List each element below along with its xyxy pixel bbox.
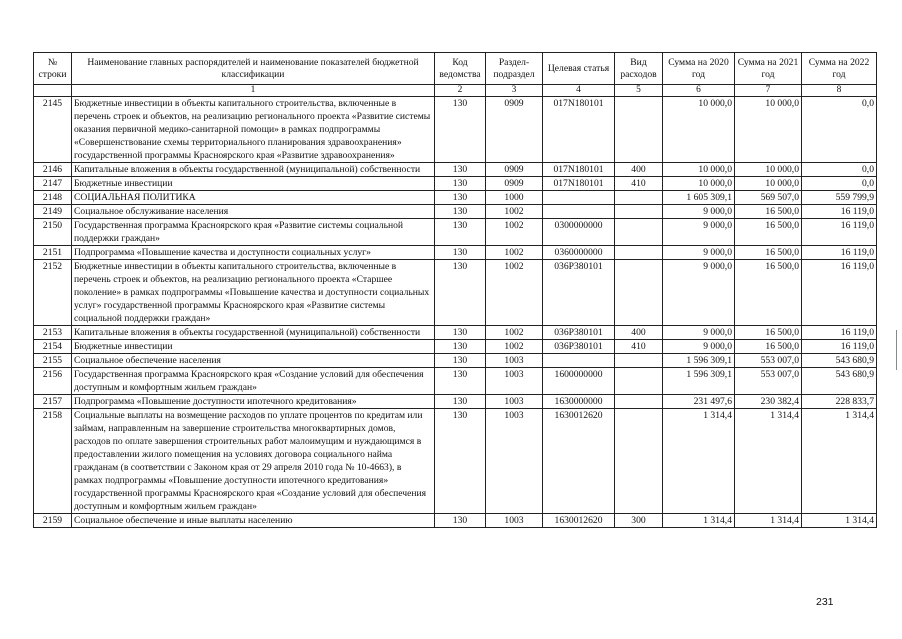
header-sum-2021: Сумма на 2021 год bbox=[735, 53, 802, 85]
column-number: 2 bbox=[435, 85, 486, 97]
row-sum-2022: 228 833,7 bbox=[802, 395, 877, 409]
row-expense-type: 410 bbox=[615, 177, 663, 191]
row-expense-type bbox=[615, 395, 663, 409]
row-expense-type: 410 bbox=[615, 340, 663, 354]
row-section: 1000 bbox=[486, 191, 543, 205]
row-dept-code: 130 bbox=[435, 260, 486, 326]
row-number: 2157 bbox=[34, 395, 72, 409]
table-row bbox=[34, 260, 877, 326]
row-name: Социальные выплаты на возмещение расходов по уплате процентов по кредитам или займам, направленным на завершение строительства многоквартирных домов, расходов по оплате завершения строительных работ малоимущим и нуждающимся в предоставлении жилого помещения на условиях договора социального найма гражданам (в соответствии с Законом края от 29 апреля 2010 года № 10-4663), в рамках подпрограммы «Повышение доступности ипотечного кредитования» государственной программы Красноярского края «Создание условий для обеспечения доступным и комфортным жильем граждан» bbox=[72, 409, 435, 514]
row-sum-2021: 16 500,0 bbox=[735, 340, 802, 354]
row-sum-2022: 559 799,9 bbox=[802, 191, 877, 205]
row-expense-type: 400 bbox=[615, 326, 663, 340]
row-dept-code: 130 bbox=[435, 191, 486, 205]
row-number: 2147 bbox=[34, 177, 72, 191]
header-sum-2022: Сумма на 2022 год bbox=[802, 53, 877, 85]
table-row bbox=[34, 177, 877, 191]
row-section: 1003 bbox=[486, 514, 543, 528]
row-expense-type: 300 bbox=[615, 514, 663, 528]
row-sum-2020: 9 000,0 bbox=[663, 340, 735, 354]
row-expense-type bbox=[615, 368, 663, 395]
row-number: 2150 bbox=[34, 219, 72, 246]
row-section: 1003 bbox=[486, 409, 543, 514]
row-number: 2153 bbox=[34, 326, 72, 340]
row-sum-2022: 0,0 bbox=[802, 97, 877, 163]
row-target: 0300000000 bbox=[543, 219, 615, 246]
scan-artifact bbox=[896, 330, 897, 370]
row-sum-2022: 16 119,0 bbox=[802, 219, 877, 246]
row-sum-2022: 16 119,0 bbox=[802, 205, 877, 219]
row-sum-2021: 10 000,0 bbox=[735, 97, 802, 163]
row-dept-code: 130 bbox=[435, 340, 486, 354]
row-sum-2020: 9 000,0 bbox=[663, 219, 735, 246]
row-target: 036P380101 bbox=[543, 340, 615, 354]
row-target bbox=[543, 354, 615, 368]
row-name: Бюджетные инвестиции bbox=[72, 177, 435, 191]
row-sum-2021: 16 500,0 bbox=[735, 326, 802, 340]
row-sum-2021: 230 382,4 bbox=[735, 395, 802, 409]
row-number: 2151 bbox=[34, 246, 72, 260]
row-sum-2020: 1 605 309,1 bbox=[663, 191, 735, 205]
table-row bbox=[34, 354, 877, 368]
row-sum-2022: 16 119,0 bbox=[802, 246, 877, 260]
row-dept-code: 130 bbox=[435, 409, 486, 514]
row-sum-2020: 10 000,0 bbox=[663, 97, 735, 163]
column-number: 8 bbox=[802, 85, 877, 97]
row-target: 036P380101 bbox=[543, 260, 615, 326]
row-section: 1002 bbox=[486, 326, 543, 340]
row-sum-2020: 9 000,0 bbox=[663, 246, 735, 260]
header-expense-type: Вид расходов bbox=[615, 53, 663, 85]
table-row bbox=[34, 163, 877, 177]
row-number: 2145 bbox=[34, 97, 72, 163]
row-sum-2020: 10 000,0 bbox=[663, 177, 735, 191]
row-sum-2022: 1 314,4 bbox=[802, 409, 877, 514]
row-dept-code: 130 bbox=[435, 163, 486, 177]
column-number bbox=[34, 85, 72, 97]
row-number: 2158 bbox=[34, 409, 72, 514]
row-name: Социальное обслуживание населения bbox=[72, 205, 435, 219]
row-section: 0909 bbox=[486, 163, 543, 177]
column-number: 1 bbox=[72, 85, 435, 97]
table-header-row bbox=[34, 53, 877, 85]
row-number: 2156 bbox=[34, 368, 72, 395]
row-section: 0909 bbox=[486, 97, 543, 163]
row-expense-type bbox=[615, 97, 663, 163]
row-number: 2152 bbox=[34, 260, 72, 326]
row-name: Бюджетные инвестиции в объекты капитального строительства, включенные в перечень строек и объектов, на реализацию регионального проекта «Старшее поколение» в рамках подпрограммы «Повышение качества и доступности социальных услуг» государственной программы Красноярского края «Развитие системы социальной поддержки граждан» bbox=[72, 260, 435, 326]
row-expense-type bbox=[615, 246, 663, 260]
row-target: 017N180101 bbox=[543, 163, 615, 177]
row-target: 017N180101 bbox=[543, 97, 615, 163]
row-sum-2022: 16 119,0 bbox=[802, 326, 877, 340]
row-name: Подпрограмма «Повышение качества и доступности социальных услуг» bbox=[72, 246, 435, 260]
row-sum-2022: 0,0 bbox=[802, 163, 877, 177]
row-section: 1002 bbox=[486, 246, 543, 260]
row-sum-2021: 10 000,0 bbox=[735, 163, 802, 177]
row-dept-code: 130 bbox=[435, 326, 486, 340]
row-number: 2159 bbox=[34, 514, 72, 528]
header-dept-code: Код ведомства bbox=[435, 53, 486, 85]
row-dept-code: 130 bbox=[435, 368, 486, 395]
row-sum-2021: 1 314,4 bbox=[735, 514, 802, 528]
row-sum-2022: 0,0 bbox=[802, 177, 877, 191]
row-name: Бюджетные инвестиции bbox=[72, 340, 435, 354]
budget-table bbox=[33, 52, 877, 528]
column-number: 4 bbox=[543, 85, 615, 97]
row-expense-type bbox=[615, 205, 663, 219]
row-target: 1630000000 bbox=[543, 395, 615, 409]
row-sum-2020: 1 596 309,1 bbox=[663, 368, 735, 395]
table-row bbox=[34, 409, 877, 514]
row-sum-2020: 1 596 309,1 bbox=[663, 354, 735, 368]
row-dept-code: 130 bbox=[435, 97, 486, 163]
row-sum-2021: 569 507,0 bbox=[735, 191, 802, 205]
table-body bbox=[34, 97, 877, 528]
row-dept-code: 130 bbox=[435, 514, 486, 528]
header-target: Целевая статья bbox=[543, 53, 615, 85]
row-sum-2022: 543 680,9 bbox=[802, 354, 877, 368]
column-number: 6 bbox=[663, 85, 735, 97]
page-number: 231 bbox=[816, 596, 834, 608]
row-name: Бюджетные инвестиции в объекты капитального строительства, включенные в перечень строек и объектов, на реализацию регионального проекта «Развитие системы оказания первичной медико-санитарной помощи» в рамках подпрограммы «Совершенствование схемы территориального планирования здравоохранения» государственной программы Красноярского края «Развитие здравоохранения» bbox=[72, 97, 435, 163]
row-section: 1002 bbox=[486, 340, 543, 354]
header-sum-2020: Сумма на 2020 год bbox=[663, 53, 735, 85]
row-section: 1003 bbox=[486, 395, 543, 409]
row-sum-2020: 9 000,0 bbox=[663, 205, 735, 219]
row-section: 1003 bbox=[486, 368, 543, 395]
row-sum-2020: 1 314,4 bbox=[663, 514, 735, 528]
table-row bbox=[34, 205, 877, 219]
row-name: СОЦИАЛЬНАЯ ПОЛИТИКА bbox=[72, 191, 435, 205]
table-row bbox=[34, 340, 877, 354]
row-expense-type bbox=[615, 260, 663, 326]
row-number: 2149 bbox=[34, 205, 72, 219]
row-sum-2021: 553 007,0 bbox=[735, 368, 802, 395]
row-sum-2021: 10 000,0 bbox=[735, 177, 802, 191]
row-name: Государственная программа Красноярского края «Создание условий для обеспечения доступным и комфортным жильем граждан» bbox=[72, 368, 435, 395]
table-row bbox=[34, 514, 877, 528]
row-dept-code: 130 bbox=[435, 205, 486, 219]
table-row bbox=[34, 97, 877, 163]
table-row bbox=[34, 326, 877, 340]
row-name: Капитальные вложения в объекты государственной (муниципальной) собственности bbox=[72, 326, 435, 340]
row-expense-type: 400 bbox=[615, 163, 663, 177]
row-sum-2020: 9 000,0 bbox=[663, 326, 735, 340]
row-dept-code: 130 bbox=[435, 246, 486, 260]
column-number: 7 bbox=[735, 85, 802, 97]
row-sum-2020: 1 314,4 bbox=[663, 409, 735, 514]
row-dept-code: 130 bbox=[435, 219, 486, 246]
row-expense-type bbox=[615, 409, 663, 514]
row-target: 0360000000 bbox=[543, 246, 615, 260]
row-section: 1002 bbox=[486, 219, 543, 246]
row-sum-2022: 1 314,4 bbox=[802, 514, 877, 528]
table-row bbox=[34, 191, 877, 205]
row-number: 2146 bbox=[34, 163, 72, 177]
table-row bbox=[34, 219, 877, 246]
row-dept-code: 130 bbox=[435, 177, 486, 191]
header-section: Раздел-подраздел bbox=[486, 53, 543, 85]
row-target bbox=[543, 205, 615, 219]
row-sum-2020: 10 000,0 bbox=[663, 163, 735, 177]
row-name: Подпрограмма «Повышение доступности ипотечного кредитования» bbox=[72, 395, 435, 409]
row-target bbox=[543, 191, 615, 205]
row-sum-2022: 16 119,0 bbox=[802, 340, 877, 354]
row-section: 0909 bbox=[486, 177, 543, 191]
row-expense-type bbox=[615, 219, 663, 246]
row-dept-code: 130 bbox=[435, 354, 486, 368]
column-number-row bbox=[34, 85, 877, 97]
row-number: 2148 bbox=[34, 191, 72, 205]
row-name: Государственная программа Красноярского края «Развитие системы социальной поддержки граждан» bbox=[72, 219, 435, 246]
row-section: 1003 bbox=[486, 354, 543, 368]
row-target: 017N180101 bbox=[543, 177, 615, 191]
row-sum-2021: 553 007,0 bbox=[735, 354, 802, 368]
row-sum-2021: 16 500,0 bbox=[735, 260, 802, 326]
row-sum-2021: 16 500,0 bbox=[735, 205, 802, 219]
table-row bbox=[34, 395, 877, 409]
column-number: 5 bbox=[615, 85, 663, 97]
row-sum-2021: 16 500,0 bbox=[735, 246, 802, 260]
row-number: 2154 bbox=[34, 340, 72, 354]
row-section: 1002 bbox=[486, 260, 543, 326]
row-expense-type bbox=[615, 354, 663, 368]
table-row bbox=[34, 246, 877, 260]
row-sum-2020: 231 497,6 bbox=[663, 395, 735, 409]
row-sum-2021: 16 500,0 bbox=[735, 219, 802, 246]
row-target: 1630012620 bbox=[543, 514, 615, 528]
row-sum-2022: 543 680,9 bbox=[802, 368, 877, 395]
row-sum-2021: 1 314,4 bbox=[735, 409, 802, 514]
row-name: Капитальные вложения в объекты государственной (муниципальной) собственности bbox=[72, 163, 435, 177]
row-sum-2022: 16 119,0 bbox=[802, 260, 877, 326]
row-dept-code: 130 bbox=[435, 395, 486, 409]
header-name: Наименование главных распорядителей и наименование показателей бюджетной классификации bbox=[72, 53, 435, 85]
header-row-no: № строки bbox=[34, 53, 72, 85]
row-expense-type bbox=[615, 191, 663, 205]
row-name: Социальное обеспечение и иные выплаты населению bbox=[72, 514, 435, 528]
row-name: Социальное обеспечение населения bbox=[72, 354, 435, 368]
column-number: 3 bbox=[486, 85, 543, 97]
row-target: 036P380101 bbox=[543, 326, 615, 340]
row-sum-2020: 9 000,0 bbox=[663, 260, 735, 326]
row-section: 1002 bbox=[486, 205, 543, 219]
row-number: 2155 bbox=[34, 354, 72, 368]
row-target: 1630012620 bbox=[543, 409, 615, 514]
row-target: 1600000000 bbox=[543, 368, 615, 395]
table-row bbox=[34, 368, 877, 395]
